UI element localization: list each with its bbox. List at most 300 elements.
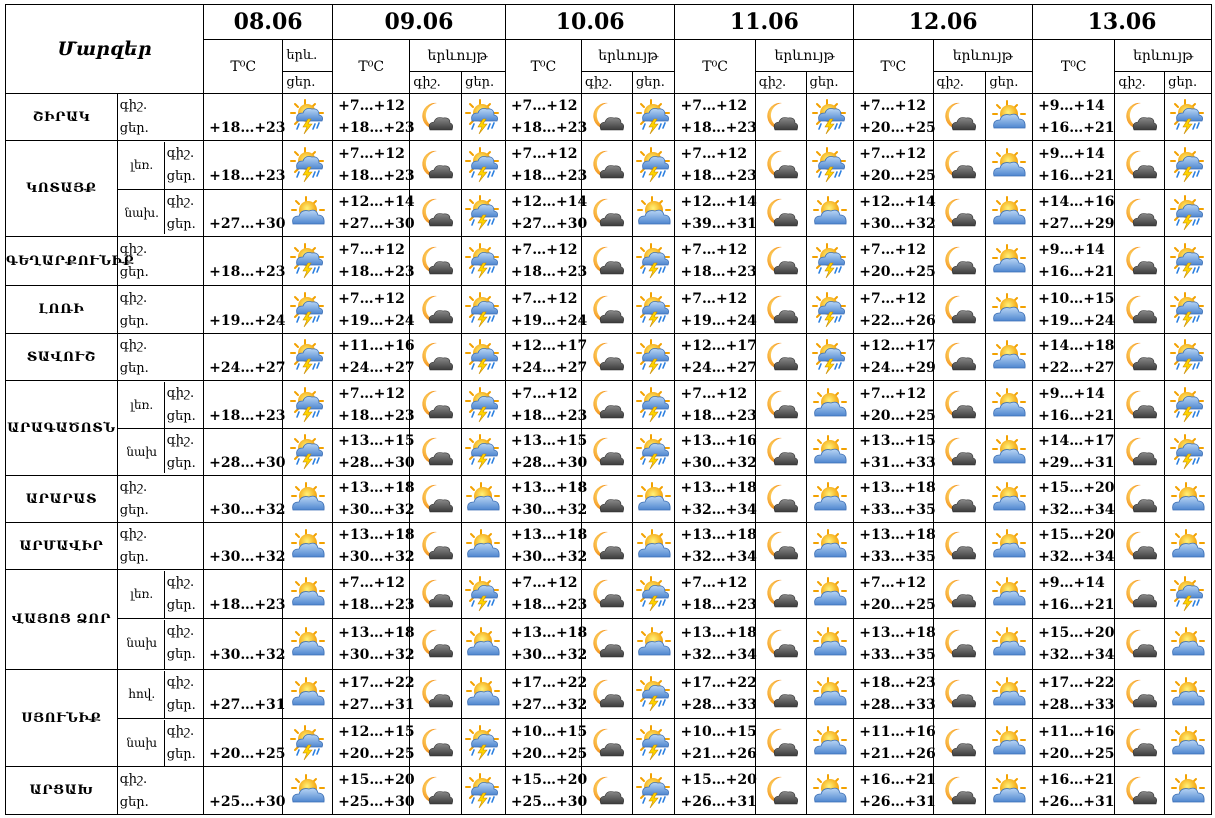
weather-icon-cell (933, 767, 986, 815)
day-subheader: ցեր. (283, 72, 333, 94)
thunder-rain-icon (462, 576, 505, 612)
table-row (6, 719, 1212, 767)
moon-cloud-icon (756, 726, 806, 760)
province-name: ՇԻՐԱԿ (6, 94, 118, 141)
temperature-cell (675, 670, 755, 719)
weather-icon-cell (806, 619, 854, 670)
sun-cloud-icon (633, 529, 675, 563)
sun-cloud-icon (986, 196, 1032, 230)
weather-icon-cell (806, 429, 854, 476)
night-row-label: գիշ. (119, 771, 148, 787)
night-row-label: գիշ. (119, 98, 148, 113)
temp-header: T⁰C (333, 40, 410, 94)
date-header: 09.06 (333, 5, 506, 40)
weather-icon-cell (986, 767, 1033, 815)
moon-cloud-icon (582, 774, 632, 808)
row-labels (165, 142, 196, 188)
moon-cloud-icon (934, 148, 986, 182)
temperature-night: +9…+14 (1038, 385, 1105, 402)
province-name: ԱՐՄԱՎԻՐ (6, 523, 118, 570)
temperature-day: +19…+24 (510, 312, 588, 329)
sun-cloud-icon (283, 577, 332, 611)
moon-cloud-icon (410, 435, 461, 469)
temperature-day: +19…+24 (209, 312, 286, 329)
weather-icon-cell (283, 94, 333, 141)
temperature-day: +27…+30 (510, 216, 588, 232)
temperature-day: +30…+32 (859, 216, 936, 232)
moon-cloud-icon (1115, 100, 1164, 134)
weather-icon-cell (1165, 523, 1212, 570)
temperature-night: +15…+20 (1038, 527, 1115, 543)
temperature-day: +30…+32 (338, 647, 415, 663)
weather-icon-cell (462, 141, 506, 190)
province-name: ԼՈՌԻ (6, 286, 118, 334)
weather-icon-cell (632, 429, 675, 476)
weather-icon-cell (582, 767, 633, 815)
weather-icon-cell (632, 570, 675, 619)
thunder-rain-icon (283, 339, 332, 375)
weather-icon-cell (283, 619, 333, 670)
weather-icon-cell (806, 381, 854, 429)
row-label-cell (117, 570, 203, 619)
temperature-night: +13…+18 (510, 625, 588, 641)
moon-cloud-icon (1115, 677, 1164, 711)
moon-cloud-icon (582, 244, 632, 278)
night-row-label: գիշ. (119, 527, 148, 542)
weather-icon-cell (806, 94, 854, 141)
moon-cloud-icon (934, 293, 986, 327)
night-row-label: գիշ. (119, 480, 148, 495)
temperature-cell (854, 619, 936, 670)
weather-icon-cell (755, 190, 806, 237)
temperature-cell (333, 429, 415, 476)
temperature-night: +10…+15 (510, 723, 588, 740)
weather-icon-cell (632, 94, 675, 141)
moon-cloud-icon (756, 148, 806, 182)
temperature-day: +33…+35 (859, 647, 936, 663)
temperature-day: +18…+23 (680, 597, 757, 613)
night-subheader: գիշ. (410, 72, 462, 94)
temperature-cell (505, 334, 588, 381)
moon-cloud-icon (410, 677, 461, 711)
weather-icon-cell (933, 429, 986, 476)
sun-cloud-icon (807, 774, 854, 808)
thunder-rain-icon (462, 339, 505, 375)
table-row (6, 767, 1212, 815)
temp-header: T⁰C (505, 40, 581, 94)
temperature-cell (1033, 670, 1115, 719)
moon-cloud-icon (410, 196, 461, 230)
weather-icon-cell (806, 190, 854, 237)
weather-icon-cell (582, 94, 633, 141)
sun-cloud-icon (807, 627, 854, 661)
temperature-day-cell (204, 670, 286, 719)
temperature-night: +13…+16 (680, 433, 757, 449)
weather-icon-cell (933, 190, 986, 237)
moon-cloud-icon (582, 100, 632, 134)
temperature-day: +32…+34 (1038, 502, 1115, 518)
thunder-rain-icon (283, 387, 332, 423)
night-row-label: գիշ. (166, 385, 195, 401)
sun-cloud-icon (633, 627, 675, 661)
day-row-label: ցեր. (119, 313, 149, 329)
moon-cloud-icon (934, 726, 986, 760)
temperature-day: +32…+34 (680, 647, 757, 663)
moon-cloud-icon (1115, 435, 1164, 469)
weather-icon-cell (410, 334, 462, 381)
weather-icon-cell (410, 381, 462, 429)
weather-icon-cell (755, 286, 806, 334)
temperature-night: +7…+12 (859, 385, 926, 402)
thunder-rain-icon (633, 99, 675, 135)
thunder-rain-icon (283, 292, 332, 328)
temperature-cell (675, 381, 755, 429)
temperature-night: +13…+18 (338, 480, 415, 496)
moon-cloud-icon (1115, 482, 1164, 516)
temperature-day: +27…+30 (338, 216, 415, 232)
temperature-day: +20…+25 (1038, 745, 1115, 762)
weather-icon-cell (462, 670, 506, 719)
subregion-label: նախ (120, 620, 165, 669)
sun-cloud-icon (283, 677, 332, 711)
weather-icon-cell (410, 523, 462, 570)
night-subheader: գիշ. (755, 72, 806, 94)
weather-icon-cell (1115, 94, 1165, 141)
temperature-day: +18…+23 (510, 597, 588, 613)
weather-icon-cell (582, 141, 633, 190)
weather-icon-cell (933, 381, 986, 429)
thunder-rain-icon (283, 99, 332, 135)
moon-cloud-icon (1115, 340, 1164, 374)
weather-icon-cell (582, 381, 633, 429)
subregion-label: լեռ. (120, 142, 165, 189)
temperature-day: +30…+32 (510, 549, 588, 565)
night-row-label: գիշ. (166, 623, 195, 639)
weather-icon-cell (755, 670, 806, 719)
weather-icon-cell (1115, 619, 1165, 670)
temperature-day: +19…+24 (1038, 312, 1115, 329)
temperature-cell (1033, 190, 1115, 237)
temperature-cell (675, 286, 755, 334)
moon-cloud-icon (410, 293, 461, 327)
weather-icon-cell (986, 94, 1033, 141)
weather-icon-cell (755, 619, 806, 670)
moon-cloud-icon (582, 293, 632, 327)
temperature-cell (505, 141, 588, 190)
weather-icon-cell (986, 476, 1033, 523)
temperature-cell (675, 237, 755, 286)
day-row-label: ցեր. (166, 646, 196, 662)
weather-icon-cell (632, 286, 675, 334)
moon-cloud-icon (582, 677, 632, 711)
temperature-cell (675, 476, 755, 523)
day-subheader: ցեր. (986, 72, 1033, 94)
date-header: 11.06 (675, 5, 854, 40)
thunder-rain-icon (807, 99, 854, 135)
weather-icon-cell (806, 286, 854, 334)
temperature-day: +18…+23 (680, 120, 757, 136)
temperature-day-cell (204, 570, 286, 619)
temperature-day-cell (204, 619, 286, 670)
moon-cloud-icon (1115, 529, 1164, 563)
day-row-label: ցեր. (166, 597, 196, 613)
weather-icon-cell (462, 429, 506, 476)
temperature-night: +7…+12 (338, 575, 405, 591)
weather-icon-cell (283, 767, 333, 815)
moon-cloud-icon (756, 677, 806, 711)
sun-cloud-icon (283, 482, 332, 516)
temp-header: T⁰C (854, 40, 933, 94)
weather-icon-cell (1115, 523, 1165, 570)
temperature-night: +7…+12 (859, 242, 926, 258)
table-row (6, 141, 1212, 190)
temperature-cell (333, 476, 415, 523)
row-label-cell (117, 719, 203, 767)
table-row (6, 286, 1212, 334)
temperature-night: +11…+16 (1038, 723, 1115, 740)
temperature-day: +30…+32 (338, 502, 415, 518)
row-labels (165, 429, 196, 475)
moon-cloud-icon (934, 196, 986, 230)
moon-cloud-icon (756, 244, 806, 278)
weather-icon-cell (1115, 286, 1165, 334)
sun-cloud-icon (283, 529, 332, 563)
temperature-night: +7…+12 (510, 98, 578, 114)
weather-icon-cell (806, 719, 854, 767)
weather-icon-cell (755, 570, 806, 619)
weather-icon-cell (632, 381, 675, 429)
temperature-day: +25…+30 (209, 793, 286, 810)
moon-cloud-icon (410, 388, 461, 422)
sun-cloud-icon (283, 196, 332, 230)
moon-cloud-icon (1115, 774, 1164, 808)
moon-cloud-icon (756, 340, 806, 374)
day-row-label: ցեր. (119, 121, 149, 136)
province-name: ՏԱՎՈՒՇ (6, 334, 118, 381)
sun-cloud-icon (986, 627, 1032, 661)
weather-icon-cell (410, 190, 462, 237)
thunder-rain-icon (633, 243, 675, 279)
temperature-night: +12…+15 (338, 723, 415, 740)
thunder-rain-icon (283, 243, 332, 279)
sun-cloud-icon (986, 677, 1032, 711)
temperature-day-cell (204, 141, 286, 190)
row-label-cell (117, 767, 203, 815)
moon-cloud-icon (1115, 726, 1164, 760)
thunder-rain-icon (462, 773, 505, 809)
province-name: ՎԱՅՈՑ ՁՈՐ (6, 570, 118, 670)
moon-cloud-icon (934, 482, 986, 516)
moon-cloud-icon (410, 100, 461, 134)
sun-cloud-icon (986, 244, 1032, 278)
moon-cloud-icon (934, 435, 986, 469)
row-label-cell (117, 619, 203, 670)
temperature-day: +16…+21 (1038, 264, 1115, 280)
temperature-night: +17…+22 (680, 675, 757, 691)
thunder-rain-icon (1165, 387, 1211, 423)
temperature-night: +15…+20 (680, 771, 757, 788)
weather-icon-cell (283, 190, 333, 237)
table-row (6, 570, 1212, 619)
row-label-cell (117, 334, 203, 381)
temperature-cell (675, 767, 755, 815)
temperature-day: +32…+34 (680, 549, 757, 565)
sun-cloud-icon (986, 100, 1032, 134)
temperature-day: +32…+34 (1038, 549, 1115, 565)
day-subheader: ցեր. (632, 72, 675, 94)
sun-cloud-icon (1165, 774, 1211, 808)
date-header: 10.06 (505, 5, 675, 40)
subregion-label: լեռ. (120, 382, 165, 428)
weather-icon-cell (283, 286, 333, 334)
weather-icon-cell (283, 237, 333, 286)
temperature-cell (1033, 619, 1115, 670)
temperature-cell (333, 523, 415, 570)
temperature-day: +18…+23 (338, 264, 415, 280)
temperature-day: +20…+25 (859, 168, 936, 184)
temperature-cell (675, 719, 755, 767)
temperature-day: +33…+35 (859, 502, 936, 518)
temperature-day: +24…+29 (859, 360, 936, 376)
moon-cloud-icon (582, 388, 632, 422)
temperature-cell (1033, 719, 1115, 767)
thunder-rain-icon (462, 195, 505, 231)
temperature-day: +20…+25 (510, 745, 588, 762)
temperature-day: +30…+32 (209, 502, 286, 518)
temperature-day: +30…+32 (338, 549, 415, 565)
temperature-day: +16…+21 (1038, 168, 1115, 184)
weather-icon-cell (1115, 141, 1165, 190)
temperature-night: +11…+16 (859, 723, 936, 740)
temperature-day: +18…+23 (680, 407, 757, 424)
temperature-night: +7…+12 (680, 290, 748, 307)
weather-icon-cell (632, 619, 675, 670)
temperature-day: +24…+27 (680, 360, 757, 376)
temperature-cell (854, 767, 936, 815)
temperature-night: +17…+22 (1038, 675, 1115, 691)
moon-cloud-icon (756, 435, 806, 469)
temperature-day: +26…+31 (859, 793, 936, 810)
temp-header: T⁰C (675, 40, 755, 94)
weather-icon-cell (582, 670, 633, 719)
weather-icon-cell (933, 476, 986, 523)
night-row-label: գիշ. (166, 574, 195, 590)
thunder-rain-icon (807, 147, 854, 183)
date-header: 08.06 (204, 5, 333, 40)
weather-icon-cell (582, 286, 633, 334)
temperature-night: +13…+18 (680, 527, 757, 543)
temperature-day: +18…+23 (510, 168, 588, 184)
temperature-day-cell (204, 767, 286, 815)
sun-cloud-icon (283, 627, 332, 661)
province-name: ԱՐՑԱԽ (6, 767, 118, 815)
temperature-night: +17…+22 (510, 675, 588, 691)
weather-icon-cell (582, 719, 633, 767)
temperature-day: +18…+23 (338, 168, 415, 184)
temperature-night: +15…+20 (1038, 480, 1115, 496)
temperature-day: +22…+27 (1038, 360, 1115, 376)
temperature-night: +7…+12 (859, 575, 926, 591)
temperature-day: +18…+23 (510, 264, 588, 280)
sun-cloud-icon (986, 577, 1032, 611)
temperature-night: +12…+14 (680, 194, 757, 210)
weather-icon-cell (582, 619, 633, 670)
row-label-cell (117, 523, 203, 570)
temperature-cell (675, 570, 755, 619)
moon-cloud-icon (410, 529, 461, 563)
temperature-night: +11…+16 (338, 338, 415, 354)
temperature-night: +10…+15 (680, 723, 757, 740)
temperature-night: +16…+21 (1038, 771, 1115, 788)
temperature-night: +12…+17 (680, 338, 757, 354)
temperature-day: +24…+27 (209, 360, 286, 376)
temperature-night: +9…+14 (1038, 242, 1105, 258)
weather-icon-cell (933, 286, 986, 334)
temperature-cell (505, 619, 588, 670)
temperature-cell (333, 670, 415, 719)
weather-icon-cell (1115, 381, 1165, 429)
weather-icon-cell (755, 237, 806, 286)
temperature-cell (505, 286, 588, 334)
sun-cloud-icon (1165, 627, 1211, 661)
thunder-rain-icon (633, 292, 675, 328)
temperature-day: +28…+33 (680, 697, 757, 713)
day-subheader: ցեր. (806, 72, 854, 94)
temperature-day: +20…+25 (859, 407, 936, 424)
temperature-cell (333, 767, 415, 815)
sun-cloud-icon (807, 529, 854, 563)
night-row-label: գիշ. (166, 433, 195, 448)
weather-icon-cell (632, 719, 675, 767)
row-label-cell (117, 237, 203, 286)
moon-cloud-icon (756, 774, 806, 808)
temperature-cell (1033, 141, 1115, 190)
weather-icon-cell (462, 286, 506, 334)
temperature-cell (505, 767, 588, 815)
temperature-cell (1033, 767, 1115, 815)
row-label-cell (117, 381, 203, 429)
temperature-cell (505, 429, 588, 476)
temperature-cell (333, 619, 415, 670)
day-row-label: ցեր. (166, 217, 196, 232)
night-row-label: գիշ. (166, 723, 195, 739)
thunder-rain-icon (462, 387, 505, 423)
province-name: ԳԵՂԱՐՔՈՒՆԻՔ (6, 237, 118, 286)
row-label-cell (117, 94, 203, 141)
moon-cloud-icon (756, 529, 806, 563)
temperature-night: +13…+18 (338, 625, 415, 641)
moon-cloud-icon (582, 529, 632, 563)
weather-icon-cell (1165, 719, 1212, 767)
weather-icon-cell (986, 286, 1033, 334)
temperature-day: +18…+23 (209, 120, 286, 136)
temperature-day: +28…+30 (510, 455, 588, 471)
temperature-day: +20…+25 (859, 597, 936, 613)
weather-icon-cell (806, 476, 854, 523)
thunder-rain-icon (1165, 434, 1211, 470)
day-row-label: ցեր. (119, 361, 149, 376)
temperature-cell (333, 570, 415, 619)
temperature-day: +25…+30 (338, 793, 415, 810)
table-row (6, 94, 1212, 141)
row-label-cell (117, 141, 203, 190)
weather-icon-cell (1165, 570, 1212, 619)
thunder-rain-icon (633, 147, 675, 183)
weather-icon-cell (986, 334, 1033, 381)
weather-icon-cell (462, 237, 506, 286)
weather-icon-cell (806, 334, 854, 381)
weather-icon-cell (410, 619, 462, 670)
